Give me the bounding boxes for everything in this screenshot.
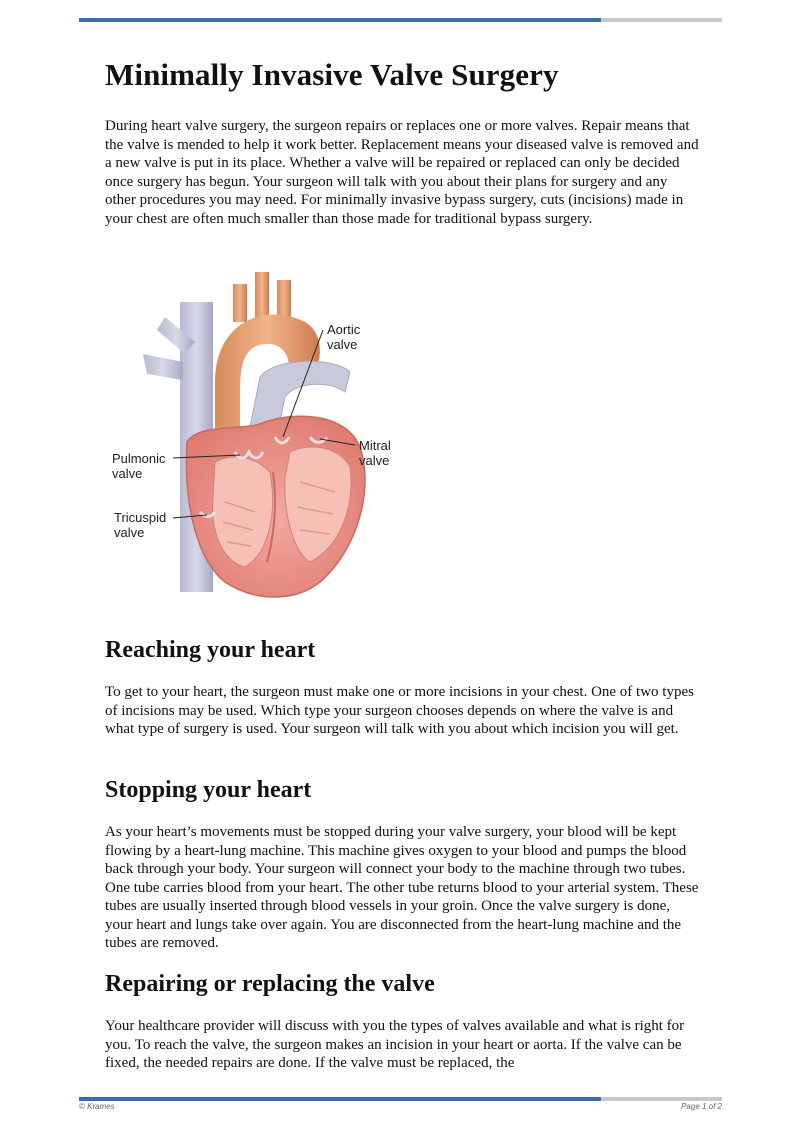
copyright-text: © Krames [79, 1102, 115, 1111]
heart-valves-illustration [105, 262, 405, 607]
pulmonic-valve-label: Pulmonic [112, 451, 166, 466]
tricuspid-valve-label: Tricuspid [114, 510, 167, 525]
page-title: Minimally Invasive Valve Surgery [105, 57, 559, 92]
tricuspid-valve-label-2: valve [114, 525, 145, 540]
footer-rule [79, 1097, 722, 1101]
header-rule [79, 18, 722, 22]
mitral-valve-label: Mitral [359, 438, 391, 453]
section-body-reaching: To get to your heart, the surgeon must make one or more incisions in your chest. One of two types of incisions may be used. Which type your surgeon chooses depends on where the valve is and what type of surgery is used. Your surgeon will talk with you about which incision you will get. [105, 684, 694, 737]
aortic-valve-label-2: valve [327, 337, 358, 352]
section-body-repairing: Your healthcare provider will discuss with you the types of valves available and what is right for you. To reach the valve, the surgeon makes an incision in your heart or aorta. If the valve can be fixed, the needed repairs are done. If the valve must be replaced, the [105, 1018, 685, 1071]
pulmonic-valve-label-2: valve [112, 466, 143, 481]
page-number: Page 1 of 2 [681, 1102, 722, 1111]
section-heading-reaching: Reaching your heart [105, 637, 316, 663]
section-heading-repairing: Repairing or replacing the valve [105, 971, 435, 997]
section-heading-stopping: Stopping your heart [105, 777, 312, 803]
mitral-valve-label-2: valve [359, 453, 390, 468]
intro-paragraph: During heart valve surgery, the surgeon repairs or replaces one or more valves. Repair means that the valve is mended to help it work better. Replacement means your diseased valve is removed and a new valve is put in its place. Whether a valve will be repaired or replaced can only be decided once surgery has begun. Your surgeon will talk with you about their plans for surgery and any other procedures you may need. For minimally invasive bypass surgery, cuts (incisions) made in your chest are often much smaller than those made for traditional bypass surgery. [105, 118, 699, 227]
aortic-valve-label: Aortic [327, 322, 361, 337]
section-body-stopping: As your heart’s movements must be stopped during your valve surgery, your blood will be kept flowing by a heart-lung machine. This machine gives oxygen to your blood and pumps the blood back through your body. Your surgeon will connect your body to the machine through two tubes. One tube carries blood from your heart. The other tube returns blood to your arterial system. These tubes are usually inserted through blood vessels in your groin. Once the valve surgery is done, your heart and lungs take over again. You are disconnected from the heart-lung machine and the tubes are removed. [105, 824, 699, 951]
